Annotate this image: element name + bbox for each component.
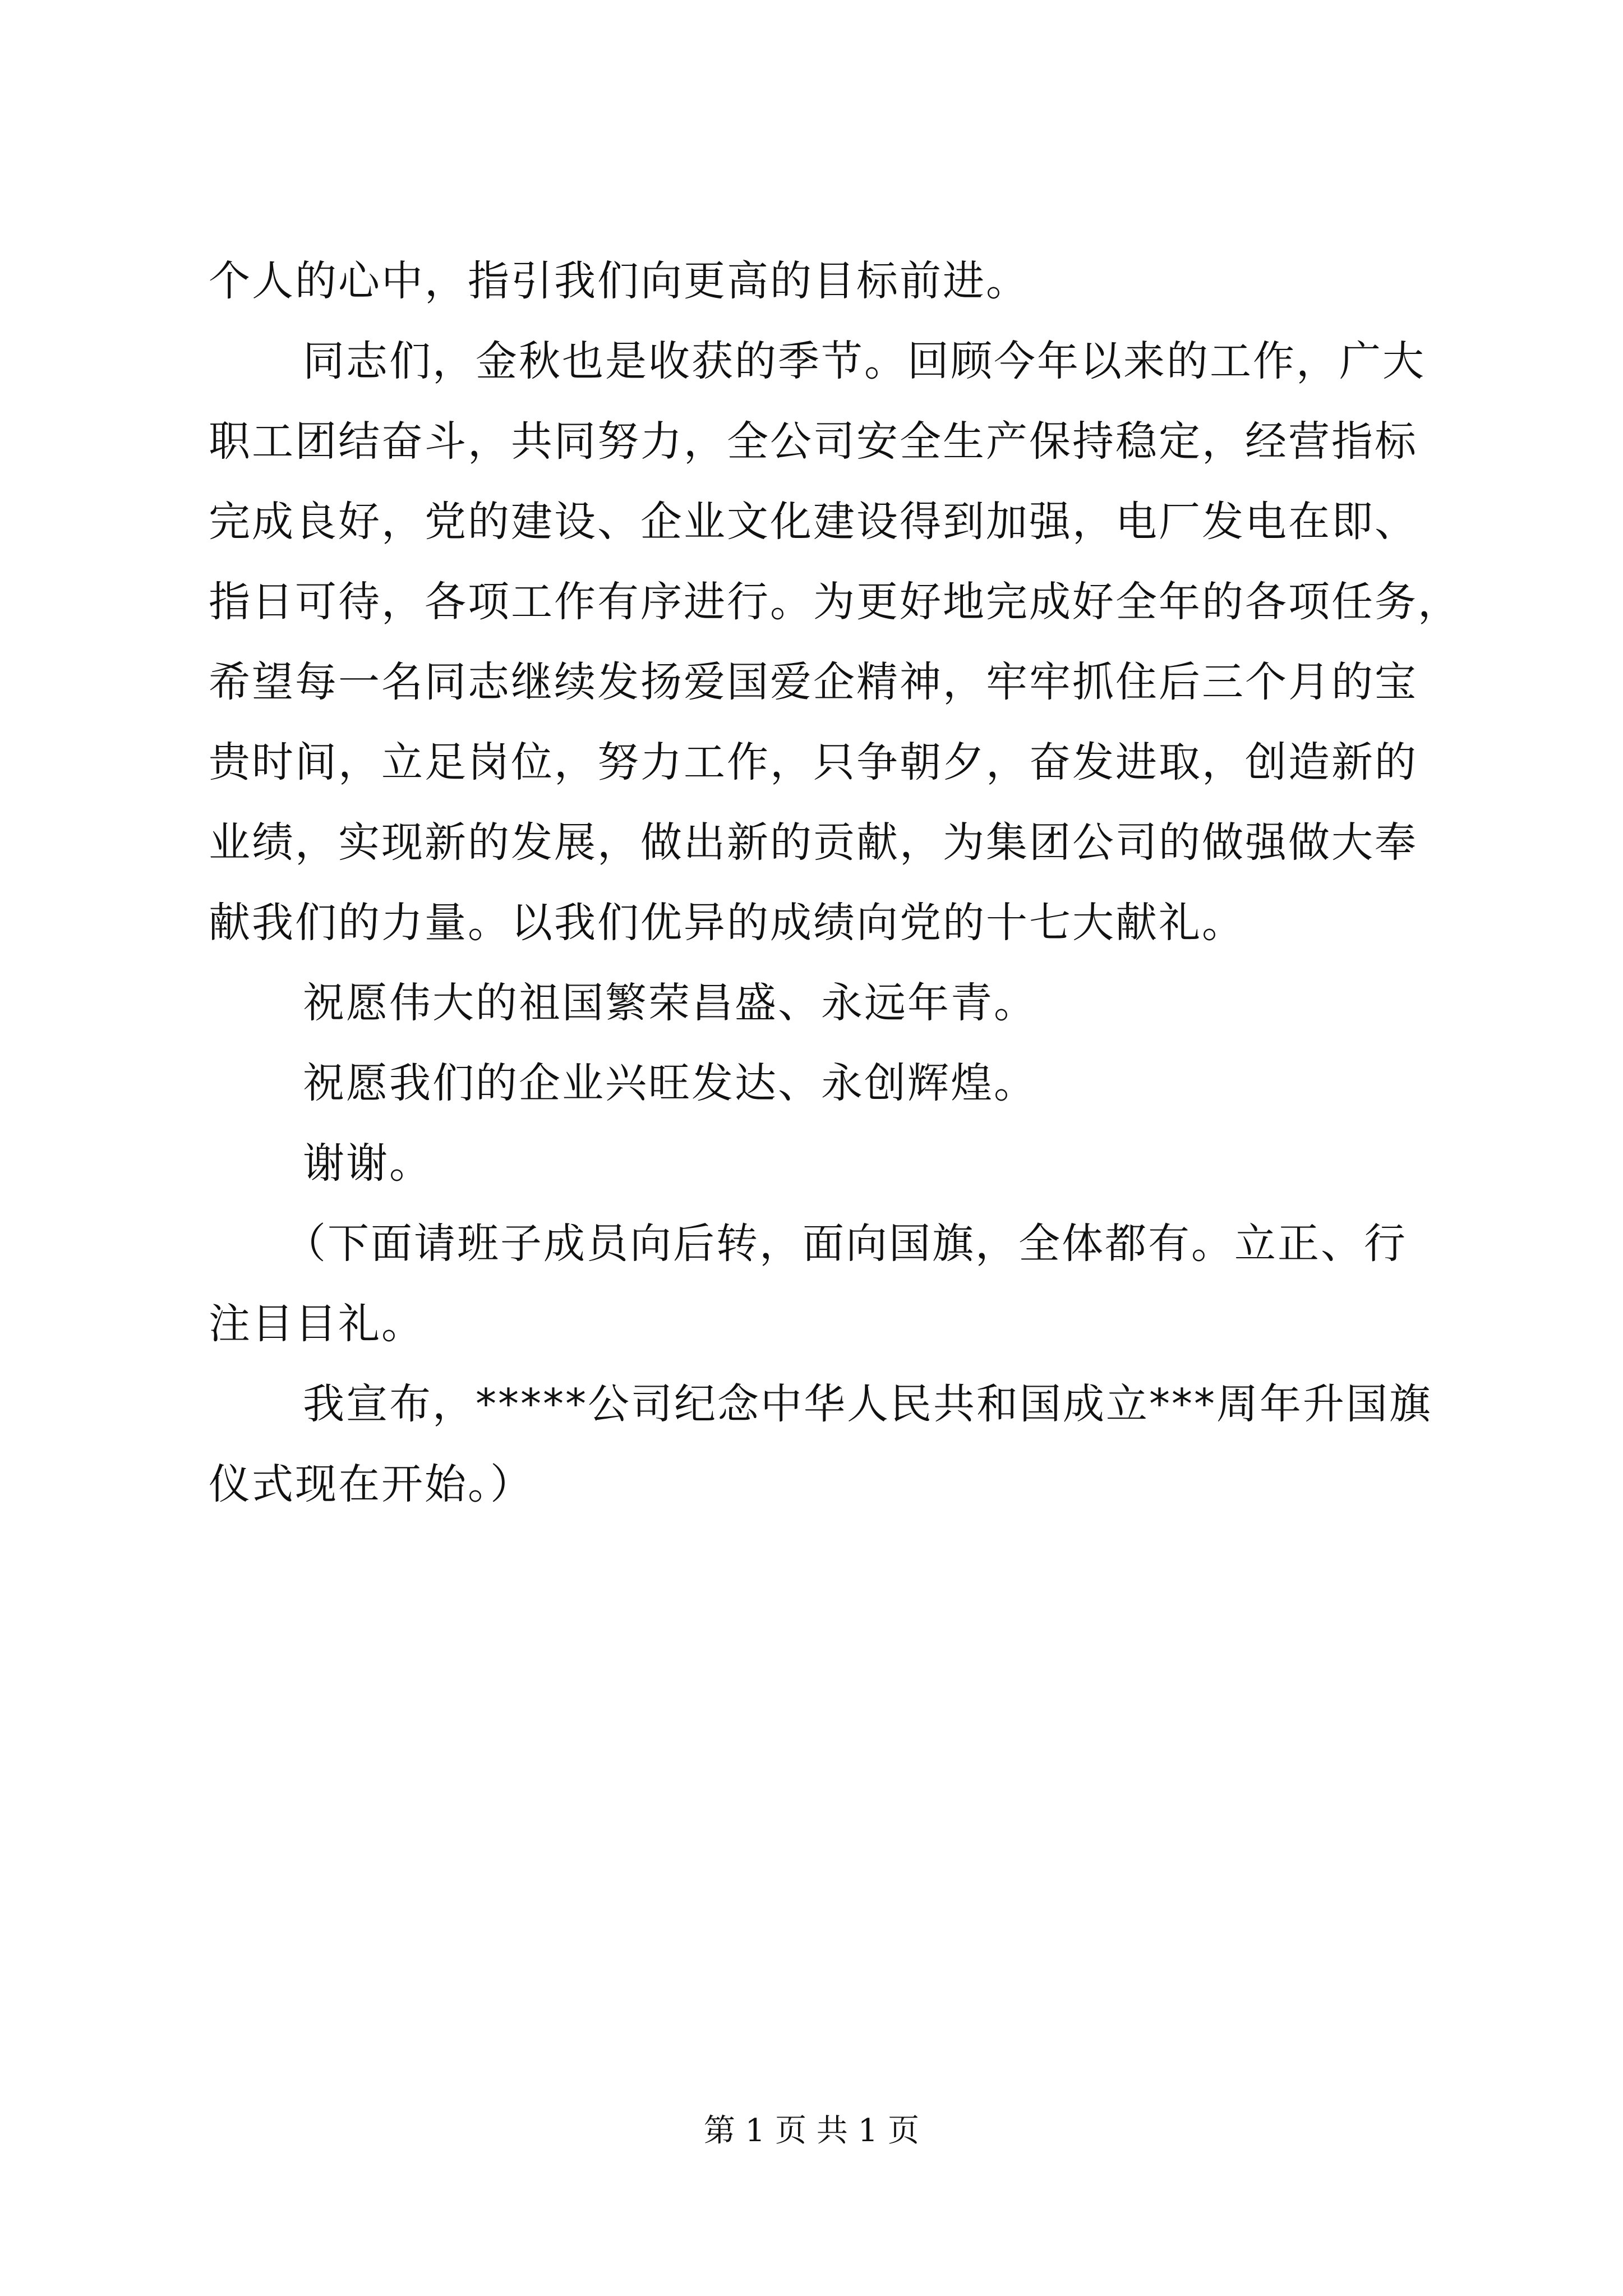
paragraph-line: 注目目礼。 — [209, 1300, 425, 1348]
paragraph-line: 祝愿伟大的祖国繁荣昌盛、永远年青。 — [303, 979, 1037, 1027]
paragraph-line: 指日可待，各项工作有序进行。为更好地完成好全年的各项任务， — [209, 578, 1461, 626]
paragraph-line: 献我们的力量。以我们优异的成绩向党的十七大献礼。 — [209, 899, 1245, 947]
paragraph-line: 希望每一名同志继续发扬爱国爱企精神，牢牢抓住后三个月的宝 — [209, 658, 1418, 706]
paragraph-line: 职工团结奋斗，共同努力，全公司安全生产保持稳定，经营指标 — [209, 417, 1418, 466]
paragraph-line: 贵时间，立足岗位，努力工作，只争朝夕，奋发进取，创造新的 — [209, 738, 1418, 786]
document-body — [209, 241, 1461, 1525]
paragraph-line: 业绩，实现新的发展，做出新的贡献，为集团公司的做强做大奉 — [209, 818, 1418, 867]
paragraph-line: 同志们，金秋也是收获的季节。回顾今年以来的工作，广大 — [303, 337, 1426, 385]
paragraph-line: 祝愿我们的企业兴旺发达、永创辉煌。 — [303, 1059, 1037, 1107]
paragraph-line: 我宣布，*****公司纪念中华人民共和国成立***周年升国旗 — [303, 1380, 1432, 1428]
paragraph-line: 个人的心中，指引我们向更高的目标前进。 — [209, 257, 1029, 305]
paragraph-line: 完成良好，党的建设、企业文化建设得到加强，电厂发电在即、 — [209, 498, 1418, 546]
paragraph-line: 仪式现在开始。） — [209, 1460, 533, 1508]
paragraph-line: （下面请班子成员向后转，面向国旗，全体都有。立正、行 — [284, 1220, 1407, 1268]
paragraph-line: 谢谢。 — [303, 1139, 432, 1188]
page-footer: 第 1 页 共 1 页 — [703, 2113, 920, 2149]
